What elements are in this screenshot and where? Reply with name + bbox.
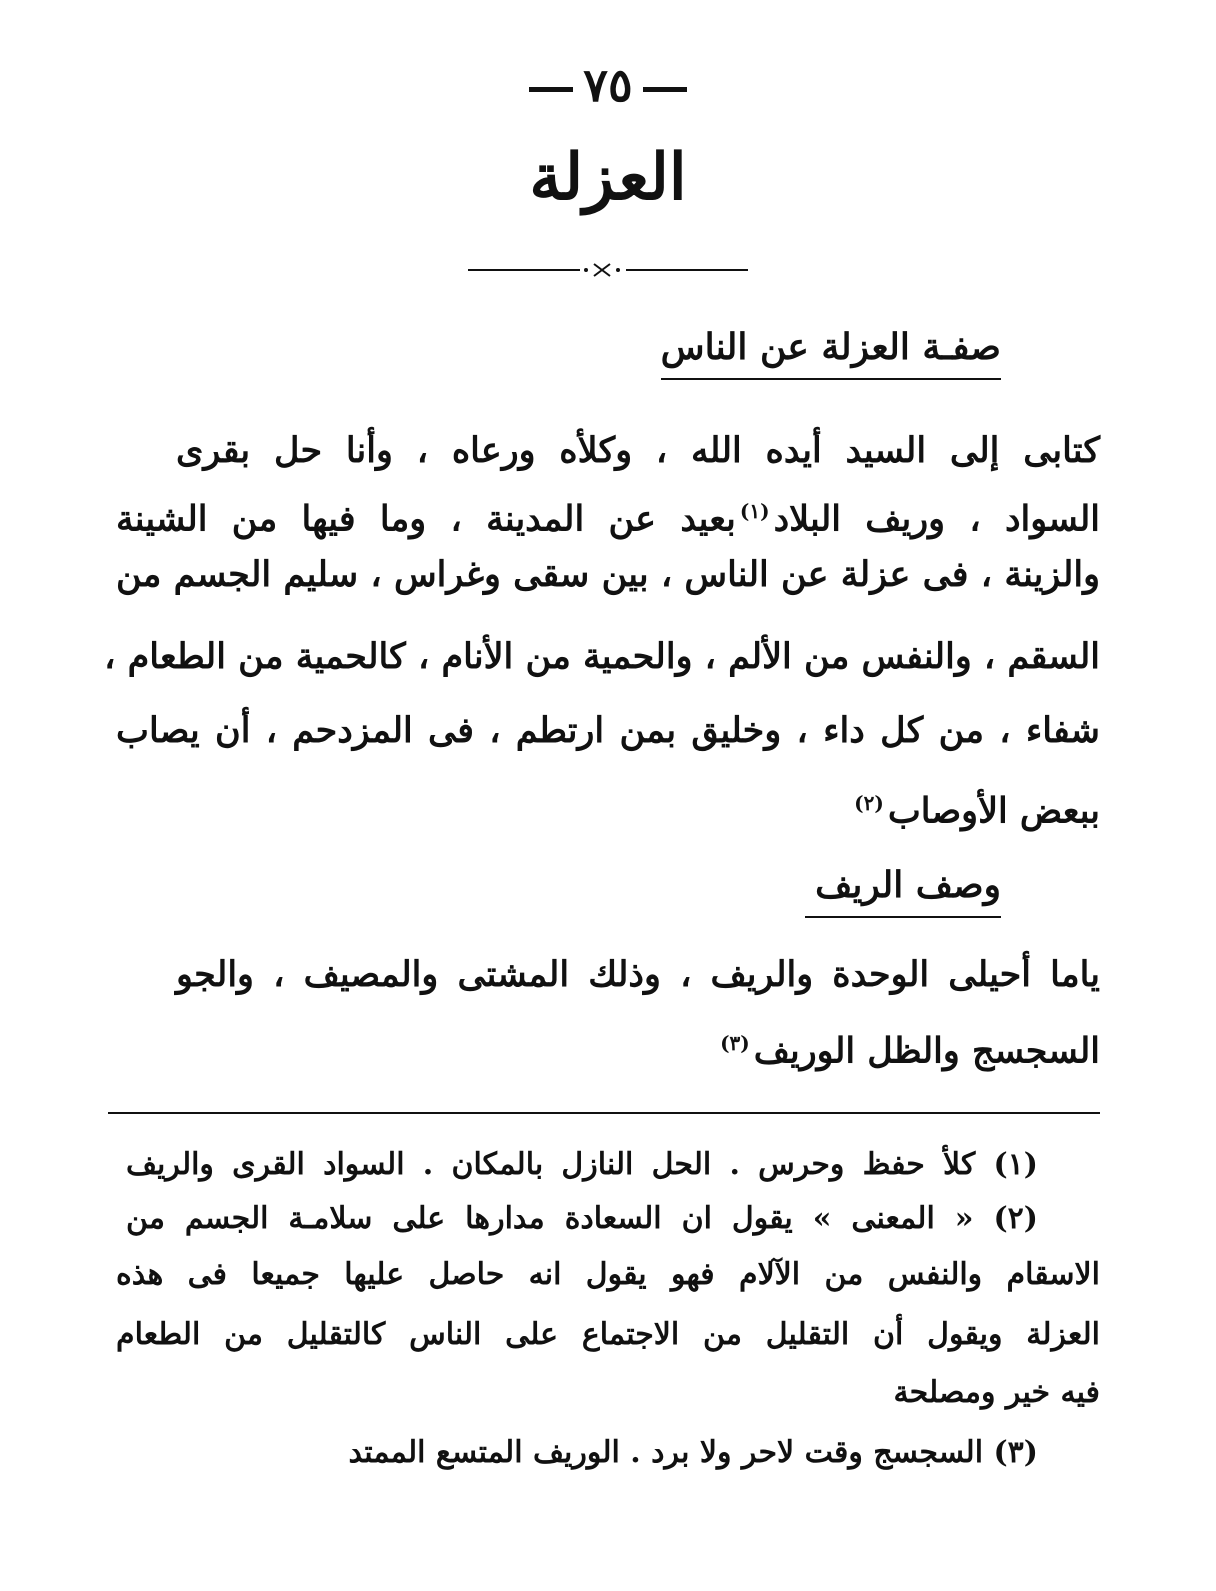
- dash-right: [643, 87, 687, 92]
- body-line: [116, 480, 1100, 542]
- body-line: [116, 772, 1100, 834]
- body-line: كتابى إلى السيد أيده الله ، وكلأه ورعاه ، وأنا حل بقرى: [176, 430, 1101, 471]
- section-heading-countryside: وصف الريف: [805, 864, 1001, 918]
- footnote-line: فيه خير ومصلحة: [893, 1375, 1100, 1410]
- dash-left: [529, 87, 573, 92]
- note-ref-3: (٣): [720, 1031, 750, 1055]
- body-line-part: بعيد عن المدينة ، وما فيها من الشينة: [116, 498, 736, 540]
- section-heading-isolation: صفـة العزلة عن الناس: [661, 326, 1001, 380]
- footnote-divider: [108, 1112, 1100, 1114]
- body-line-part: ببعض الأوصاب: [887, 790, 1100, 832]
- body-line: والزينة ، فى عزلة عن الناس ، بين سقى وغراس ، سليم الجسم من: [116, 554, 1100, 595]
- note-ref-2: (٢): [854, 791, 884, 815]
- body-line-part: السجسج والظل الوريف: [753, 1030, 1100, 1072]
- body-line: شفاء ، من كل داء ، وخليق بمن ارتطم ، فى المزدحم ، أن يصاب: [116, 710, 1100, 751]
- footnote-line: (١) كلأ حفظ وحرس . الحل النازل بالمكان . السواد القرى والريف: [126, 1147, 1038, 1182]
- footnote-line: العزلة ويقول أن التقليل من الاجتماع على الناس كالتقليل من الطعام: [116, 1317, 1100, 1352]
- footnote-line: (٣) السجسج وقت لاحر ولا برد . الوريف المتسع الممتد: [348, 1435, 1038, 1470]
- page-number: [0, 58, 1216, 112]
- note-ref-1: (١): [739, 499, 770, 523]
- ornament-divider: [468, 260, 748, 280]
- chapter-title: العزلة: [529, 140, 687, 215]
- body-line: السقم ، والنفس من الألم ، والحمية من الأنام ، كالحمية من الطعام ،: [104, 636, 1100, 677]
- body-line: ياما أحيلى الوحدة والريف ، وذلك المشتى والمصيف ، والجو: [176, 954, 1100, 995]
- page-number-text: ٧٥: [583, 58, 633, 112]
- body-line-part: السواد ، وريف البلاد: [773, 498, 1100, 540]
- footnote-line: الاسقام والنفس من الآلام فهو يقول انه حاصل عليها جميعا فى هذه: [116, 1257, 1100, 1292]
- footnote-line: (٢) « المعنى » يقول ان السعادة مدارها على سلامـة الجسم من: [126, 1201, 1038, 1236]
- body-line: [116, 1012, 1100, 1074]
